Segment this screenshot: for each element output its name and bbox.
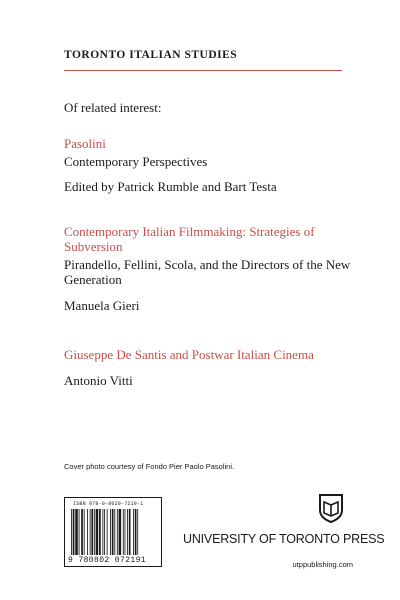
related-heading: Of related interest:	[64, 100, 162, 115]
book-title: Contemporary Italian Filmmaking: Strategies of Subversion	[64, 224, 315, 254]
book-subtitle: Pirandello, Fellini, Scola, and the Directors of the New Generation	[64, 257, 351, 287]
series-rule	[64, 70, 342, 71]
book-entry	[64, 347, 364, 388]
book-author: Antonio Vitti	[64, 373, 133, 388]
publisher-url: utppublishing.com	[292, 560, 353, 569]
cover-credit: Cover photo courtesy of Fondo Pier Paolo Pasolini.	[64, 462, 235, 471]
book-in-shield-icon	[318, 493, 344, 523]
series-title: TORONTO ITALIAN STUDIES	[64, 49, 238, 61]
book-author: Edited by Patrick Rumble and Bart Testa	[64, 179, 277, 194]
book-author: Manuela Gieri	[64, 298, 140, 313]
barcode	[64, 497, 162, 567]
book-title: Giuseppe De Santis and Postwar Italian Cinema	[64, 347, 314, 362]
book-title: Pasolini	[64, 136, 106, 151]
book-entry	[64, 136, 364, 194]
barcode-digits: 9 780802 072191	[68, 556, 147, 565]
publisher-name: UNIVERSITY OF TORONTO PRESS	[183, 532, 385, 546]
isbn-label: ISBN 978-0-8020-7219-1	[73, 501, 144, 507]
book-subtitle: Contemporary Perspectives	[64, 154, 208, 169]
book-entry	[64, 224, 364, 313]
barcode-bars	[71, 509, 157, 555]
